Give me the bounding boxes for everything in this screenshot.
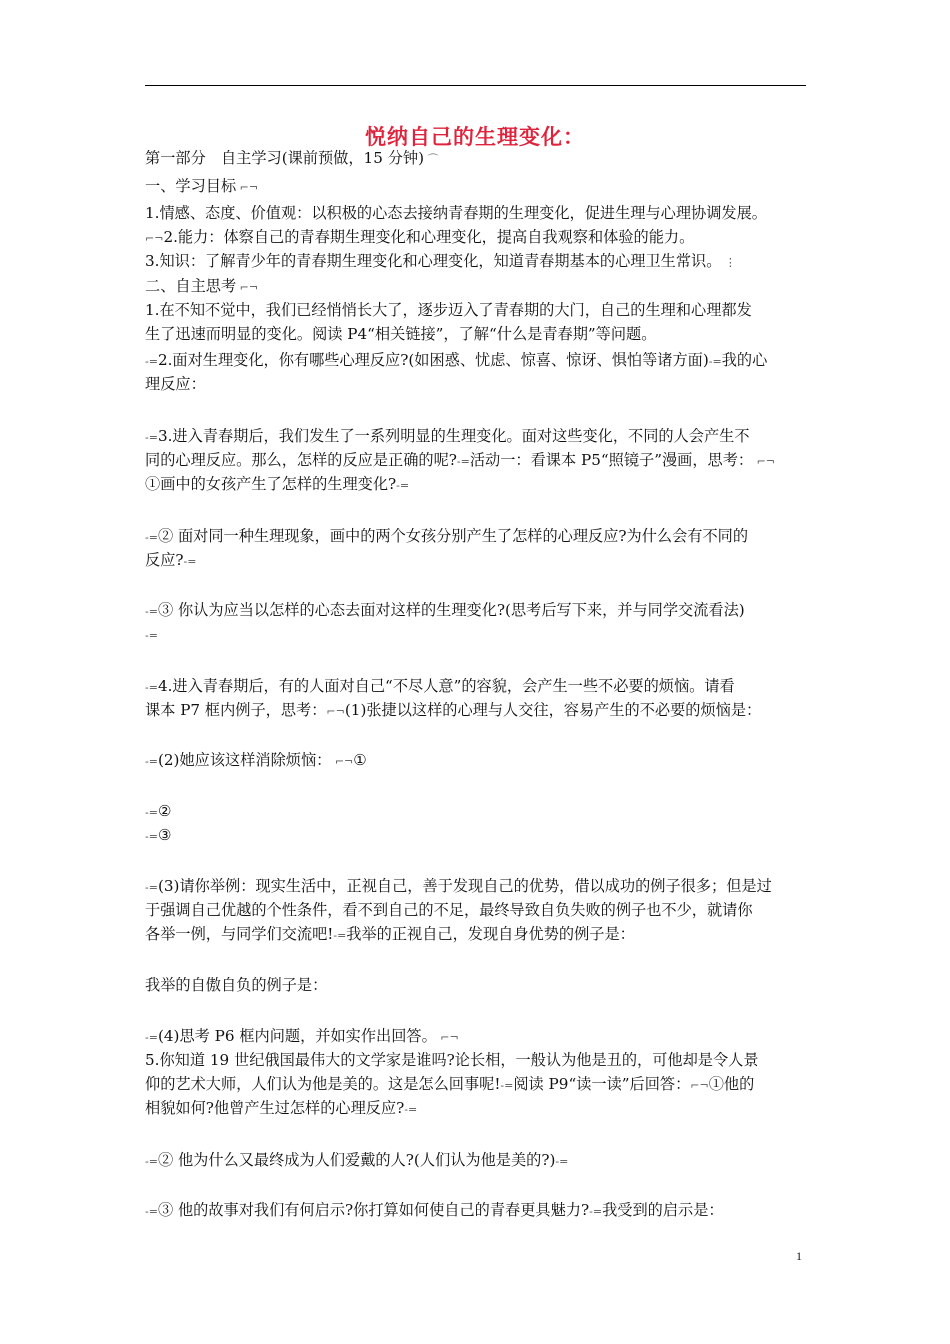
text-line: -=③ 他的故事对我们有何启示?你打算如何使自己的青春更具魅力?-=我受到的启示是： — [145, 1201, 724, 1219]
dash-mark: -= — [145, 881, 158, 894]
text-line: 5.你知道 19 世纪俄国最伟大的文学家是谁吗?论长相，一般认为他是丑的，可他却是令人景 — [145, 1051, 759, 1069]
bracket-mark: ⌐¬ — [326, 705, 345, 718]
bracket-mark: ⌐¬ — [753, 455, 776, 468]
text-line: 各举一例，与同学们交流吧!-=我举的正视自己，发现自身优势的例子是： — [145, 925, 635, 943]
scribble-mark: ⌒ — [424, 153, 439, 166]
text-line: -=(2)她应该这样消除烦恼： ⌐¬① — [145, 751, 367, 769]
bracket-mark: ⌐¬ — [690, 1079, 709, 1092]
text-line: 反应?-= — [145, 551, 197, 569]
text-line: 仰的艺术大师，人们认为他是美的。这是怎么回事呢!-=阅读 P9“读一读”后回答：⌐¬①他的 — [145, 1075, 755, 1093]
text-line: -=4.进入青春期后，有的人面对自己“不尽人意”的容貌，会产生一些不必要的烦恼。请看 — [145, 677, 735, 695]
dash-mark: -= — [183, 555, 197, 568]
text-line: 二、自主思考 ⌐¬ — [145, 277, 259, 295]
dash-mark: -= — [333, 929, 347, 942]
text-line: -=③ — [145, 826, 172, 844]
text-line: 相貌如何?他曾产生过怎样的心理反应?-= — [145, 1099, 418, 1117]
text-line: 我举的自傲自负的例子是： — [145, 976, 328, 994]
text-line: -=② 面对同一种生理现象，画中的两个女孩分别产生了怎样的心理反应?为什么会有不同的 — [145, 527, 749, 545]
text-line: -=2.面对生理变化，你有哪些心理反应?(如困惑、忧虑、惊喜、惊讶、惧怕等诸方面)-=我的心 — [145, 351, 768, 369]
text-line: -=(3)请你举例：现实生活中，正视自己，善于发现自己的优势，借以成功的例子很多；但是过 — [145, 877, 772, 895]
dash-mark: -= — [708, 355, 722, 368]
text-line: -=② 他为什么又最终成为人们爱戴的人?(人们认为他是美的?)-= — [145, 1151, 569, 1169]
text-line: 课本 P7 框内例子，思考：⌐¬(1)张捷以这样的心理与人交往，容易产生的不必要的烦恼是： — [145, 701, 762, 719]
dash-mark: -= — [145, 355, 158, 368]
text-line: 1.在不知不觉中，我们已经悄悄长大了，逐步迈入了青春期的大门，自己的生理和心理都发 — [145, 301, 752, 319]
text-line: 生了迅速而明显的变化。阅读 P4“相关链接”，了解“什么是青春期”等问题。 — [145, 325, 657, 343]
text-line: ⌐¬2.能力：体察自己的青春期生理变化和心理变化，提高自我观察和体验的能力。 — [145, 228, 695, 246]
dash-mark: -= — [145, 755, 158, 768]
header-rule — [145, 85, 806, 86]
text-line: -=③ 你认为应当以怎样的心态去面对这样的生理变化?(思考后写下来，并与同学交流看法) — [145, 601, 745, 619]
dash-mark: -= — [145, 431, 158, 444]
text-line: 理反应： — [145, 375, 206, 393]
dash-mark: -= — [500, 1079, 514, 1092]
text-line: ①画中的女孩产生了怎样的生理变化?-= — [145, 475, 410, 493]
dash-mark: -= — [145, 830, 158, 843]
text-line: 1.情感、态度、价值观：以积极的心态去接纳青春期的生理变化，促进生理与心理协调发展。 — [145, 204, 767, 222]
bracket-mark: ⌐¬ — [331, 755, 354, 768]
text-line: 一、学习目标 ⌐¬ — [145, 177, 259, 195]
text-line: 第一部分 自主学习(课前预做，15 分钟) ⌒ — [145, 149, 439, 167]
page-number: 1 — [796, 1249, 802, 1263]
dash-mark: -= — [555, 1155, 569, 1168]
text-line: -=3.进入青春期后，我们发生了一系列明显的生理变化。面对这些变化，不同的人会产生不 — [145, 427, 750, 445]
dash-mark: -= — [145, 1155, 158, 1168]
dash-mark: -= — [145, 806, 158, 819]
bracket-mark: ⌐¬ — [236, 181, 259, 194]
dash-mark: -= — [145, 531, 158, 544]
dash-mark: -= — [456, 455, 470, 468]
dash-mark: -= — [145, 629, 158, 642]
text-line: 同的心理反应。那么，怎样的反应是正确的呢?-=活动一：看课本 P5“照镜子”漫画，思考： ⌐¬ — [145, 451, 776, 469]
bracket-mark: ⌐¬ — [436, 1031, 459, 1044]
text-line: -=(4)思考 P6 框内问题，并如实作出回答。 ⌐¬ — [145, 1027, 459, 1045]
dash-mark: -= — [396, 479, 410, 492]
dash-mark: -= — [145, 681, 158, 694]
dash-mark: -= — [145, 605, 158, 618]
bracket-mark: ⌐¬ — [236, 281, 259, 294]
text-line: 于强调自己优越的个性条件，看不到自己的不足，最终导致自负失败的例子也不少，就请你 — [145, 901, 753, 919]
colon-mark: ⋮ — [721, 256, 736, 269]
text-line: -=② — [145, 802, 172, 820]
dash-mark: -= — [145, 1031, 158, 1044]
bracket-mark: ⌐¬ — [145, 232, 164, 245]
dash-mark: -= — [404, 1103, 418, 1116]
text-line: 3.知识：了解青少年的青春期生理变化和心理变化，知道青春期基本的心理卫生常识。 ⋮ — [145, 252, 736, 270]
page-title: 悦纳自己的生理变化： — [365, 125, 585, 149]
text-line — [145, 624, 158, 646]
dash-mark: -= — [145, 1205, 158, 1218]
dash-mark: -= — [589, 1205, 603, 1218]
